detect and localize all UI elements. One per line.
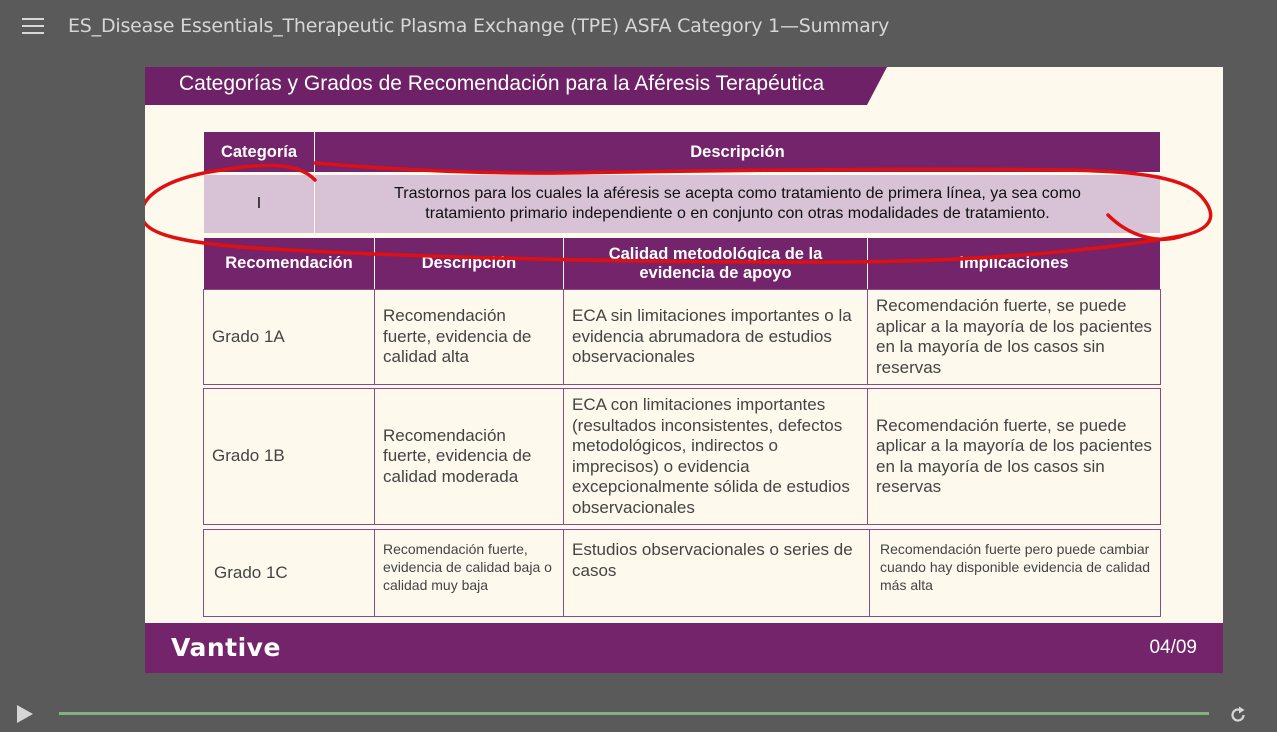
grade-1a-quality: ECA sin limitaciones importantes o la evidencia abrumadora de estudios observacionales [563,289,868,385]
replay-icon[interactable] [1228,705,1248,725]
quality-header: Calidad metodológica de la evidencia de apoyo [564,238,867,289]
grade-1b-label: Grado 1B [203,388,375,525]
category-description-header: Descripción [315,132,1160,172]
grade-1c-label: Grado 1C [203,529,375,617]
grade-1c-description: Recomendación fuerte, evidencia de calidad baja o calidad muy baja [374,529,564,617]
hamburger-menu-icon[interactable] [22,18,44,34]
grade-1c-implications: Recomendación fuerte pero puede cambiar cuando hay disponible evidencia de calidad más alta [869,529,1161,617]
slide-title: Categorías y Grados de Recomendación para la Aféresis Terapéutica [179,72,825,95]
category-description-line-1: Trastornos para los cuales la aféresis se acepta como tratamiento de primera línea, ya sea como [394,185,1081,202]
page-number: 04/09 [1149,637,1197,658]
grade-1a-implications: Recomendación fuerte, se puede aplicar a la mayoría de los pacientes en la mayoría de los casos sin reservas [867,289,1161,385]
progress-bar[interactable] [59,712,1209,715]
category-description [315,175,1160,233]
grade-1b-quality: ECA con limitaciones importantes (resultados inconsistentes, defectos metodológicos, indirectos o imprecisos) o evidencia excepcionalmente sólida de estudios observacionales [563,388,868,525]
grade-description-header: Descripción [375,238,563,289]
slide-footer [145,623,1223,673]
top-bar [0,0,1277,54]
play-icon[interactable] [17,705,33,723]
progress-fill [59,712,1209,715]
category-value: I [204,175,314,233]
category-header: Categoría [204,132,314,172]
slide [145,67,1223,673]
grade-1c-quality: Estudios observacionales o series de casos [563,529,870,617]
grade-1a-description: Recomendación fuerte, evidencia de calidad alta [374,289,564,385]
grade-1b-description: Recomendación fuerte, evidencia de calidad moderada [374,388,564,525]
vantive-logo: Vantive [171,633,281,662]
course-title: ES_Disease Essentials_Therapeutic Plasma Exchange (TPE) ASFA Category 1—Summary [68,15,890,37]
grade-1b-implications: Recomendación fuerte, se puede aplicar a la mayoría de los pacientes en la mayoría de los casos sin reservas [867,388,1161,525]
implications-header: Implicaciones [868,238,1160,289]
grade-1a-label: Grado 1A [203,289,375,385]
category-description-line-2: tratamiento primario independiente o en conjunto con otras modalidades de tratamiento. [425,205,1050,222]
recommendation-header: Recomendación [204,238,374,289]
